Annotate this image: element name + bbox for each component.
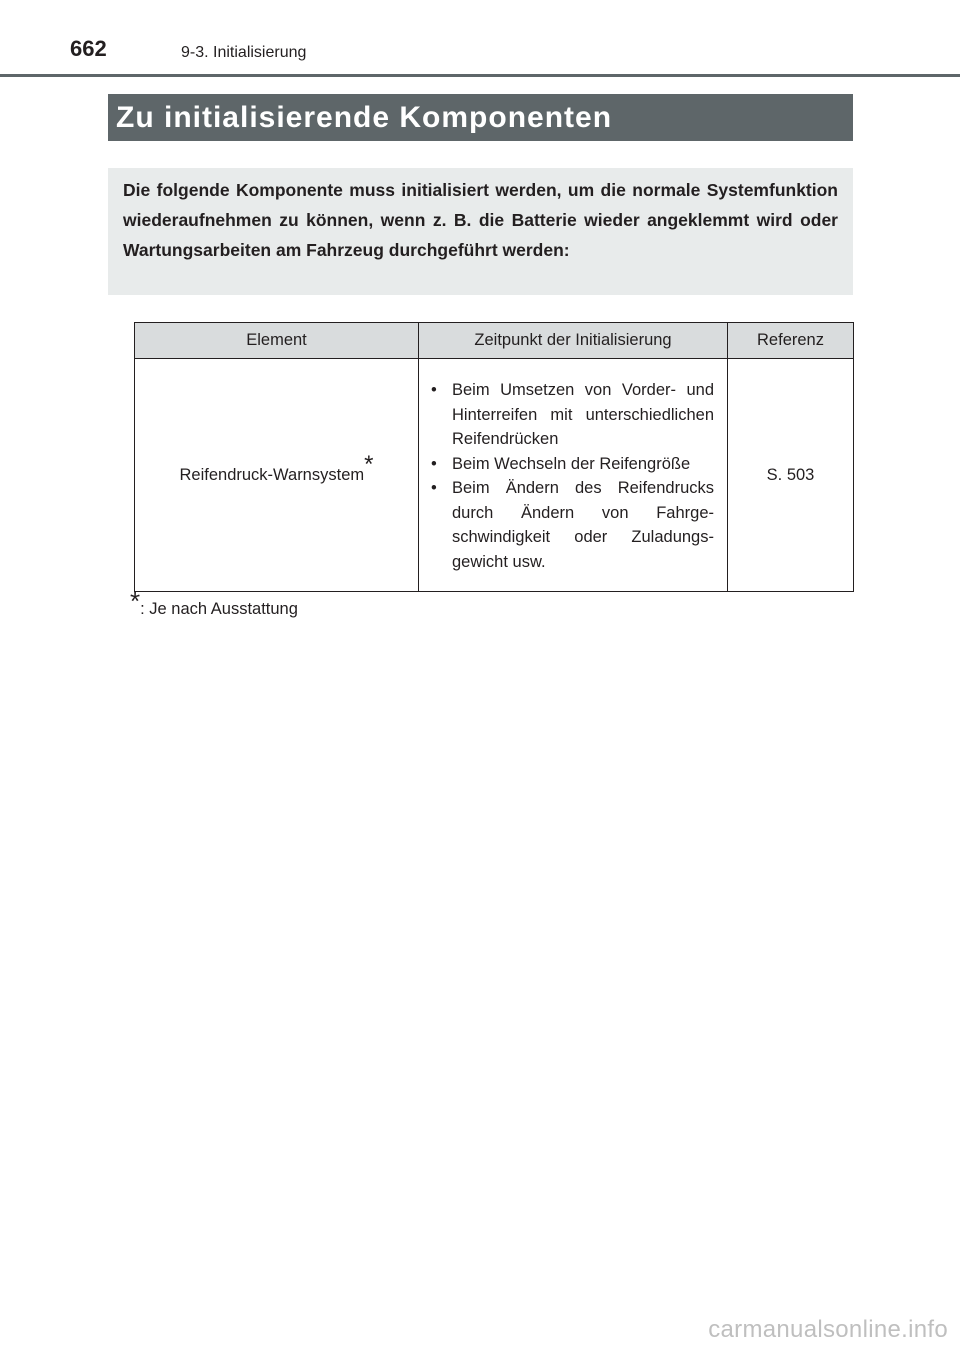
- chapter-title: 9-3. Initialisierung: [181, 44, 307, 61]
- footnote-text: : Je nach Ausstattung: [140, 600, 298, 618]
- table-header-row: [135, 323, 854, 359]
- section-title: Zu initialisierende Komponenten: [108, 94, 853, 141]
- intro-text: Die folgende Komponente muss initialisiert werden, um die normale Systemfunktion wiederaufnehmen zu können, wenn z. B. die Batterie wieder angeklemmt wird oder Wartungsarbeiten am Fahrzeug durchgeführt werden:: [123, 180, 838, 260]
- table-row: [135, 359, 854, 592]
- header-rule: [0, 74, 960, 77]
- intro-box: [108, 168, 853, 295]
- footnote: [130, 586, 298, 619]
- cell-element: [135, 359, 419, 592]
- column-header-timing: Zeitpunkt der Initialisierung: [419, 323, 728, 359]
- initialization-table: [134, 322, 854, 592]
- page-number: 662: [70, 36, 107, 61]
- list-item: • Beim Wechseln der Reifengröße: [427, 452, 714, 477]
- list-item: • Beim Umsetzen von Vorder- und Hinterreifen mit unterschiedlichen Reifendrücken: [427, 378, 714, 452]
- list-item: • Beim Ändern des Reifendrucks durch Ändern von Fahrgeschwindigkeit oder Zuladungsgewicht usw.: [427, 476, 714, 574]
- element-name: Reifendruck-Warnsystem: [179, 466, 365, 484]
- column-header-reference: Referenz: [728, 323, 854, 359]
- column-header-element: Element: [135, 323, 419, 359]
- footnote-asterisk: *: [130, 586, 141, 616]
- watermark: carmanualsonline.info: [708, 1316, 948, 1343]
- cell-reference: S. 503: [728, 359, 854, 592]
- element-asterisk: *: [364, 451, 374, 478]
- timing-list: [427, 378, 714, 574]
- cell-timing: [419, 359, 728, 592]
